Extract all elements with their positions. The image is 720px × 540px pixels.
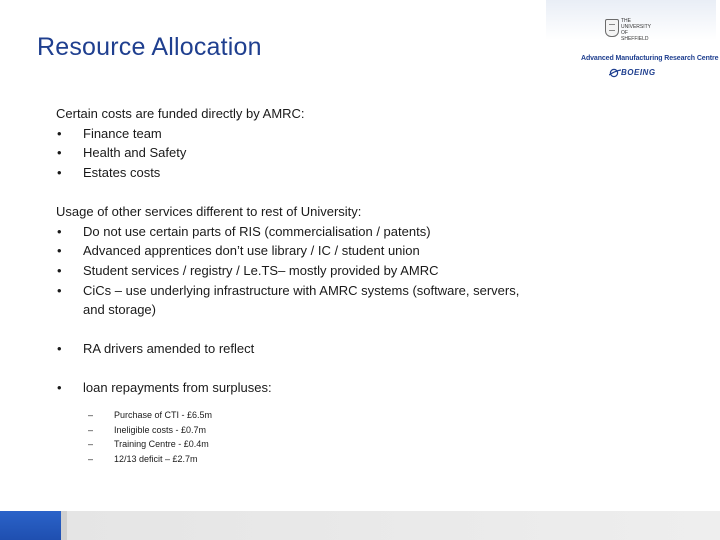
page-title: Resource Allocation [37,33,262,61]
bullet-icon: • [57,243,62,259]
amrc-name: Advanced Manufacturing Research Centre [581,55,719,62]
bullet-icon: • [57,262,62,278]
list-item: • Student services / registry / Le.TS– mostly provided by AMRC [56,261,526,281]
dash-icon: – [88,453,94,464]
ra-drivers-item: • RA drivers amended to reflect [56,339,526,359]
bullet-icon: • [57,223,62,239]
bullet-icon: • [57,125,62,141]
usage-intro: Usage of other services different to rest of University: [56,203,362,219]
dash-icon: – [88,424,94,435]
bullet-icon: • [57,282,62,298]
sub-list-item: – Ineligible costs - £0.7m [56,423,526,438]
footer-bar [0,511,720,540]
amrc-logo [575,14,720,90]
sub-list-item: – 12/13 deficit – £2.7m [56,452,526,467]
funded-intro: Certain costs are funded directly by AMRC: [56,106,305,121]
dash-icon: – [88,439,94,450]
sub-list-item: – Purchase of CTI - £6.5m [56,408,526,423]
boeing-wordmark: BOEING [621,68,656,77]
list-item: • CiCs – use underlying infrastructure with AMRC systems (software, servers, and storage) [57,282,520,318]
boeing-logo-icon [609,68,621,78]
dash-icon: – [88,410,94,421]
bullet-icon: • [57,145,62,161]
sub-list-item: – Training Centre - £0.4m [56,437,526,452]
slide-body [56,104,526,466]
list-item: • Advanced apprentices don’t use library / IC / student union [56,241,526,261]
list-item: • Health and Safety [56,143,526,163]
bullet-icon: • [57,341,62,357]
list-item: • Estates costs [56,163,526,183]
footer-accent [0,511,61,540]
loan-repayments-item: • loan repayments from surpluses: [56,378,526,398]
bullet-icon: • [57,165,62,181]
bullet-icon: • [57,379,62,395]
footer-divider [61,511,67,540]
university-crest-icon [605,19,619,37]
list-item: • Finance team [56,124,526,144]
list-item: • Do not use certain parts of RIS (commercialisation / patents) [56,222,526,242]
university-wordmark: THE UNIVERSITY OF SHEFFIELD [621,18,652,42]
